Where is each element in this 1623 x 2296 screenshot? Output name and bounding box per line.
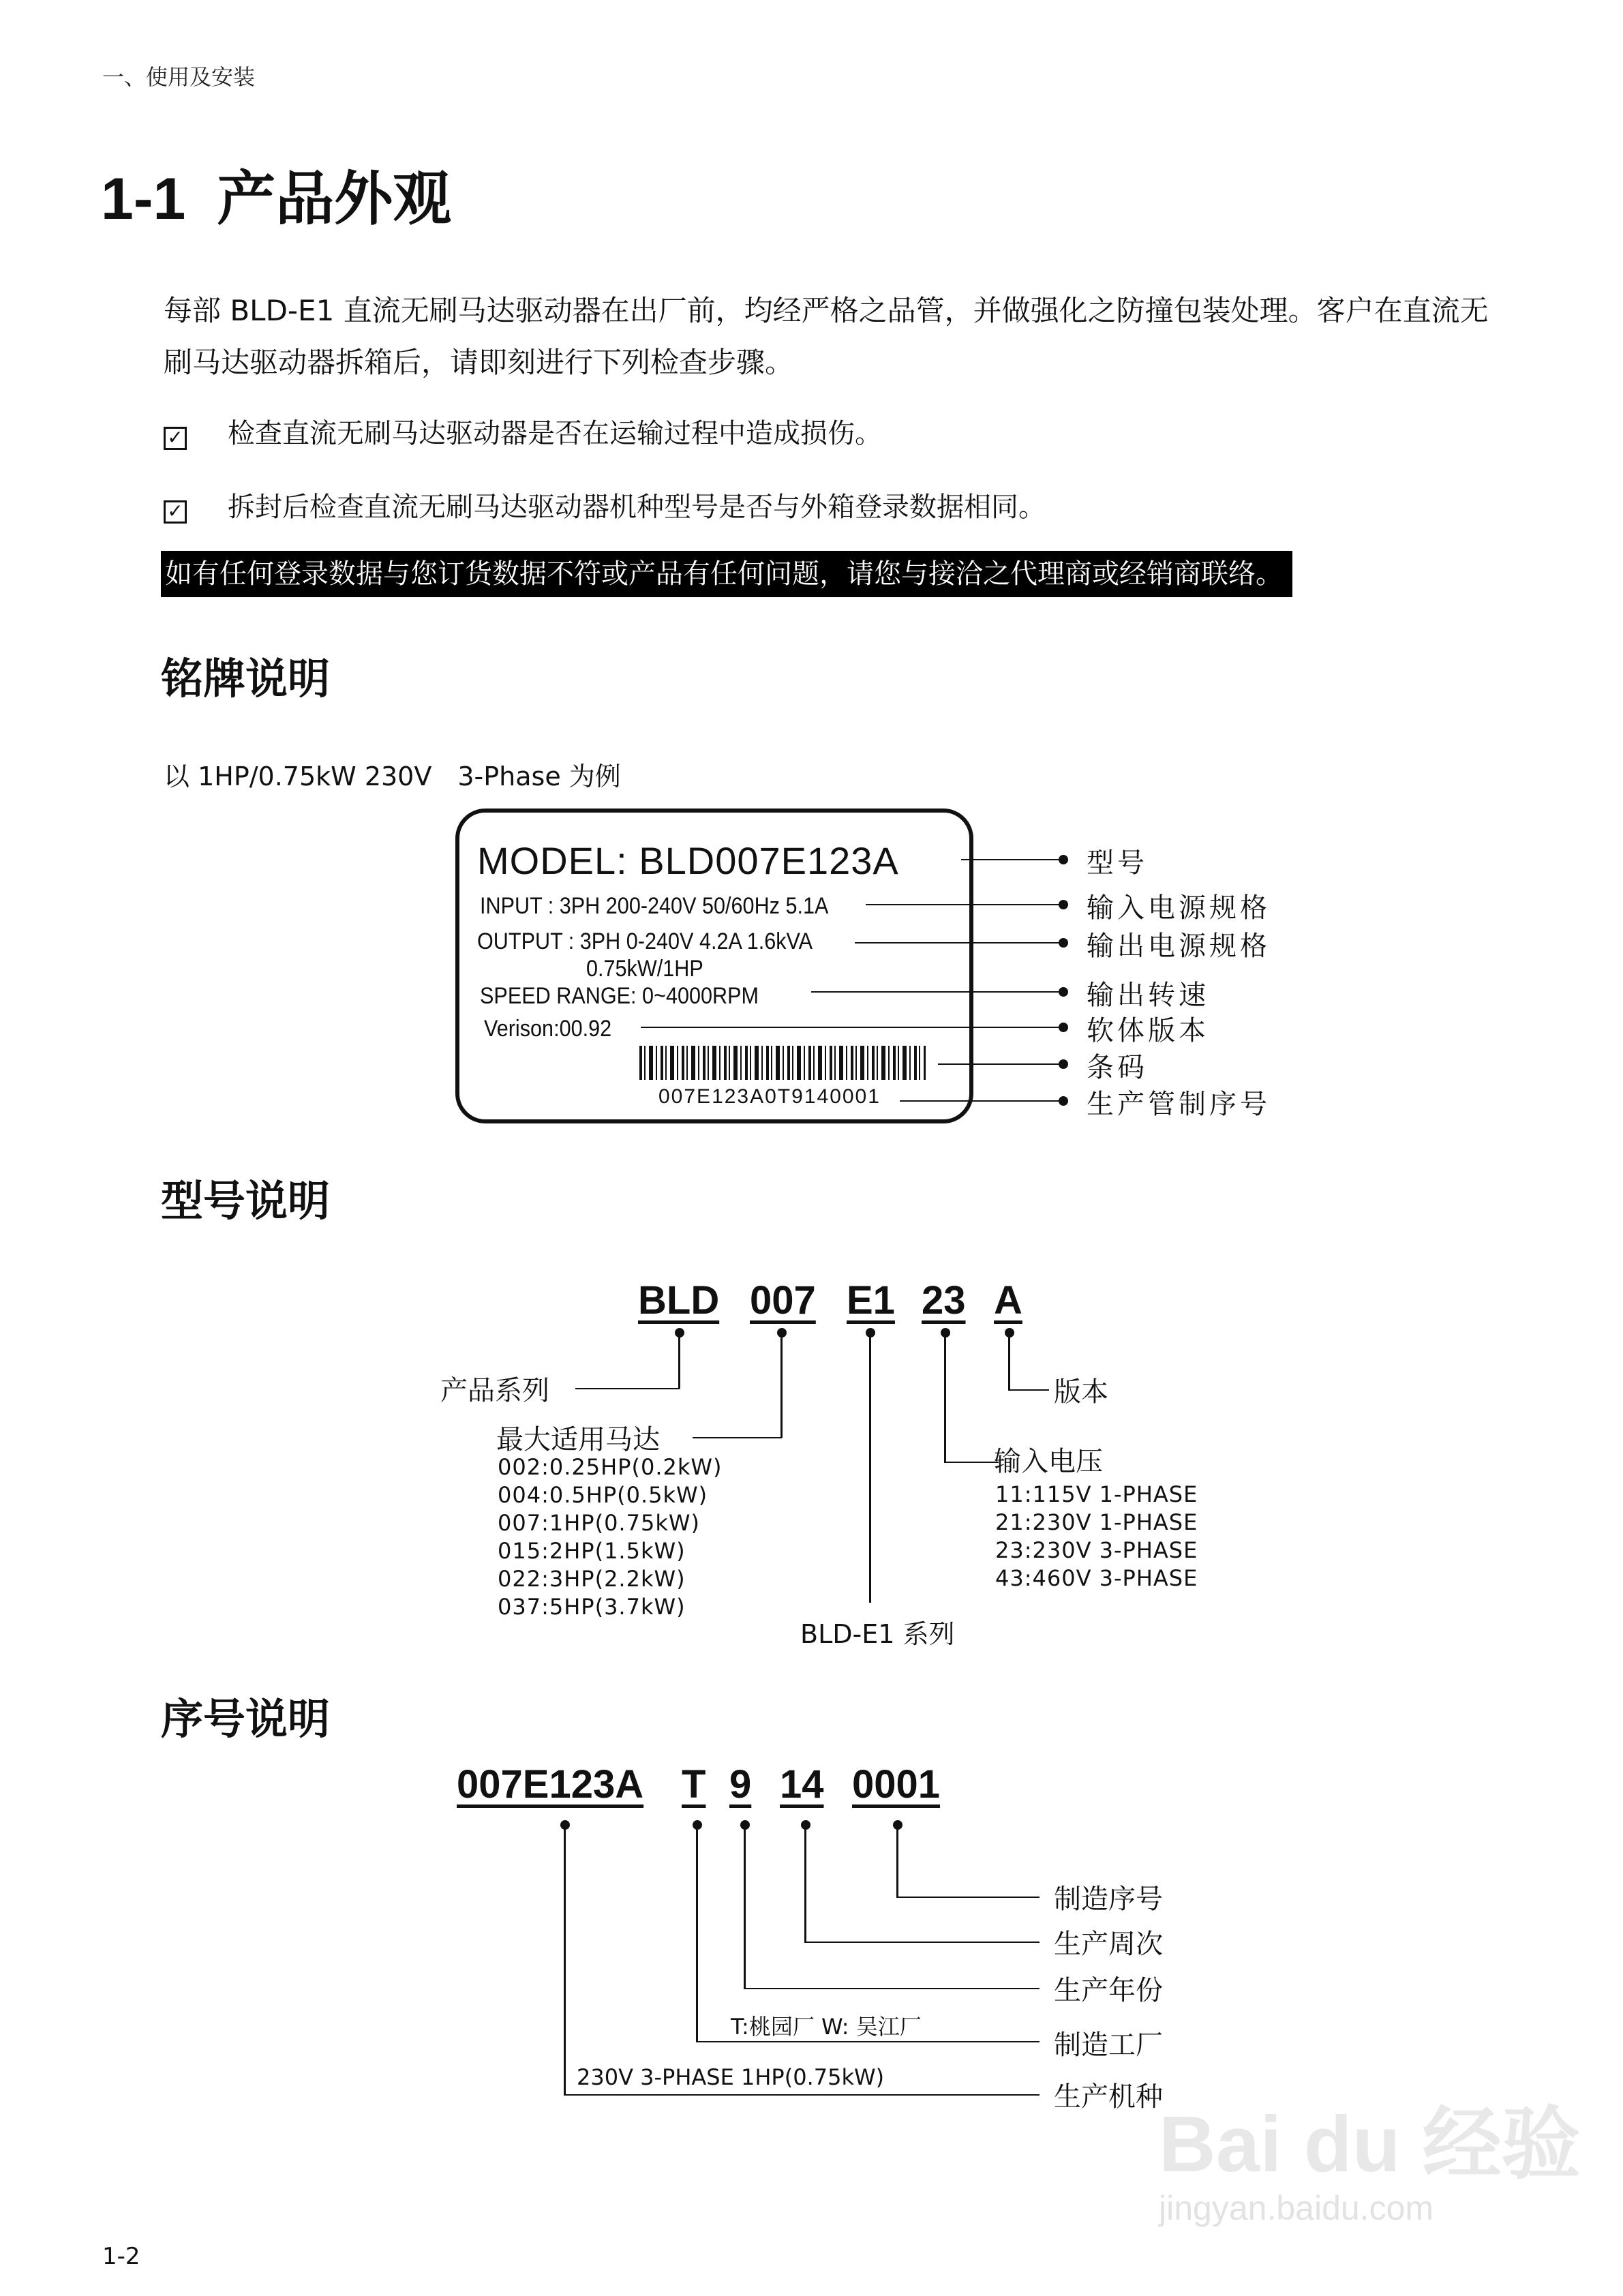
- page-number: 1-2: [102, 2243, 140, 2270]
- chapter-title: [101, 151, 451, 236]
- plate-label-barcode: 条码: [1087, 1052, 1148, 1083]
- max-motor-label: 最大适用马达: [496, 1424, 660, 1455]
- voltage-option: 23:230V 3-PHASE: [995, 1537, 1198, 1563]
- serial-code-sequence: 0001: [852, 1762, 941, 1807]
- checklist-text: 拆封后检查直流无刷马达驱动器机种型号是否与外箱登录数据相同。: [228, 492, 1046, 523]
- input-voltage-label: 输入电压: [994, 1446, 1103, 1477]
- model-note: 230V 3-PHASE 1HP(0.75kW): [577, 2064, 885, 2090]
- chapter-number: 1-1: [101, 166, 186, 232]
- model-code-voltage: 23: [922, 1278, 966, 1323]
- serial-label-week: 生产周次: [1054, 1929, 1163, 1960]
- motor-option: 002:0.25HP(0.2kW): [498, 1454, 723, 1480]
- model-code-power: 007: [750, 1278, 816, 1323]
- header-section-label: 一、使用及安装: [102, 64, 256, 90]
- voltage-option: 21:230V 1-PHASE: [995, 1509, 1198, 1535]
- plate-version: Verison:00.92: [484, 1016, 612, 1042]
- checklist-item: [164, 485, 1046, 524]
- product-series-label: 产品系列: [440, 1375, 549, 1406]
- notice-banner: 如有任何登录数据与您订货数据不符或产品有任何问题，请您与接洽之代理商或经销商联络。: [161, 551, 1292, 597]
- model-code-version: A: [994, 1278, 1022, 1323]
- plate-label-input: 输入电源规格: [1087, 892, 1271, 924]
- model-heading: 型号说明: [161, 1176, 331, 1226]
- plate-label-serial: 生产管制序号: [1087, 1089, 1271, 1120]
- serial-code-week: 14: [780, 1762, 824, 1807]
- motor-option: 037:5HP(3.7kW): [498, 1594, 686, 1620]
- serial-label-sequence: 制造序号: [1054, 1884, 1163, 1915]
- plate-label-model: 型号: [1087, 847, 1148, 879]
- baidu-watermark-logo: Bai du 经验: [1159, 2100, 1581, 2188]
- plate-label-output: 输出电源规格: [1087, 931, 1271, 962]
- nameplate-example: 以 1HP/0.75kW 230V 3-Phase 为例: [164, 761, 621, 791]
- model-code-bld: BLD: [638, 1278, 720, 1323]
- barcode: [639, 1046, 926, 1080]
- plate-label-speed: 输出转速: [1087, 980, 1209, 1011]
- voltage-option: 11:115V 1-PHASE: [995, 1481, 1198, 1507]
- plate-output-power: 0.75kW/1HP: [586, 956, 703, 982]
- checkbox-checked-icon: ✓: [164, 500, 187, 524]
- nameplate-heading: 铭牌说明: [161, 654, 331, 704]
- motor-option: 022:3HP(2.2kW): [498, 1566, 686, 1592]
- checklist-text: 检查直流无刷马达驱动器是否在运输过程中造成损伤。: [228, 418, 882, 449]
- motor-options-list: [498, 1453, 723, 1621]
- serial-label-factory: 制造工厂: [1054, 2029, 1163, 2061]
- factory-note: T:桃园厂 W: 吴江厂: [731, 2014, 922, 2040]
- plate-output: OUTPUT : 3PH 0-240V 4.2A 1.6kVA: [477, 928, 813, 954]
- checklist-item: [164, 412, 882, 451]
- plate-serial: 007E123A0T9140001: [658, 1085, 881, 1108]
- version-label: 版本: [1054, 1376, 1108, 1408]
- series-label: BLD-E1 系列: [800, 1619, 955, 1649]
- motor-option: 004:0.5HP(0.5kW): [498, 1482, 708, 1508]
- motor-option: 007:1HP(0.75kW): [498, 1510, 700, 1536]
- serial-code-factory: T: [682, 1762, 706, 1807]
- plate-speed: SPEED RANGE: 0~4000RPM: [480, 983, 759, 1009]
- checkbox-checked-icon: ✓: [164, 427, 187, 450]
- intro-paragraph: 每部 BLD-E1 直流无刷马达驱动器在出厂前，均经严格之品管，并做强化之防撞包装处理。客户在直流无刷马达驱动器拆箱后，请即刻进行下列检查步骤。: [164, 294, 1489, 379]
- plate-input: INPUT : 3PH 200-240V 50/60Hz 5.1A: [480, 893, 829, 919]
- nameplate: [455, 809, 973, 1123]
- voltage-options-list: [995, 1481, 1198, 1592]
- serial-heading: 序号说明: [161, 1694, 331, 1744]
- chapter-title-text: 产品外观: [217, 165, 452, 233]
- plate-model: MODEL: BLD007E123A: [477, 839, 899, 882]
- voltage-option: 43:460V 3-PHASE: [995, 1565, 1198, 1591]
- serial-label-year: 生产年份: [1054, 1975, 1163, 2006]
- plate-label-version: 软体版本: [1087, 1015, 1209, 1046]
- model-code-series: E1: [847, 1278, 895, 1323]
- baidu-watermark-url: jingyan.baidu.com: [1159, 2189, 1434, 2227]
- serial-label-model: 生产机种: [1054, 2081, 1163, 2113]
- serial-code-year: 9: [729, 1762, 752, 1807]
- serial-code-model: 007E123A: [457, 1762, 644, 1807]
- motor-option: 015:2HP(1.5kW): [498, 1538, 686, 1564]
